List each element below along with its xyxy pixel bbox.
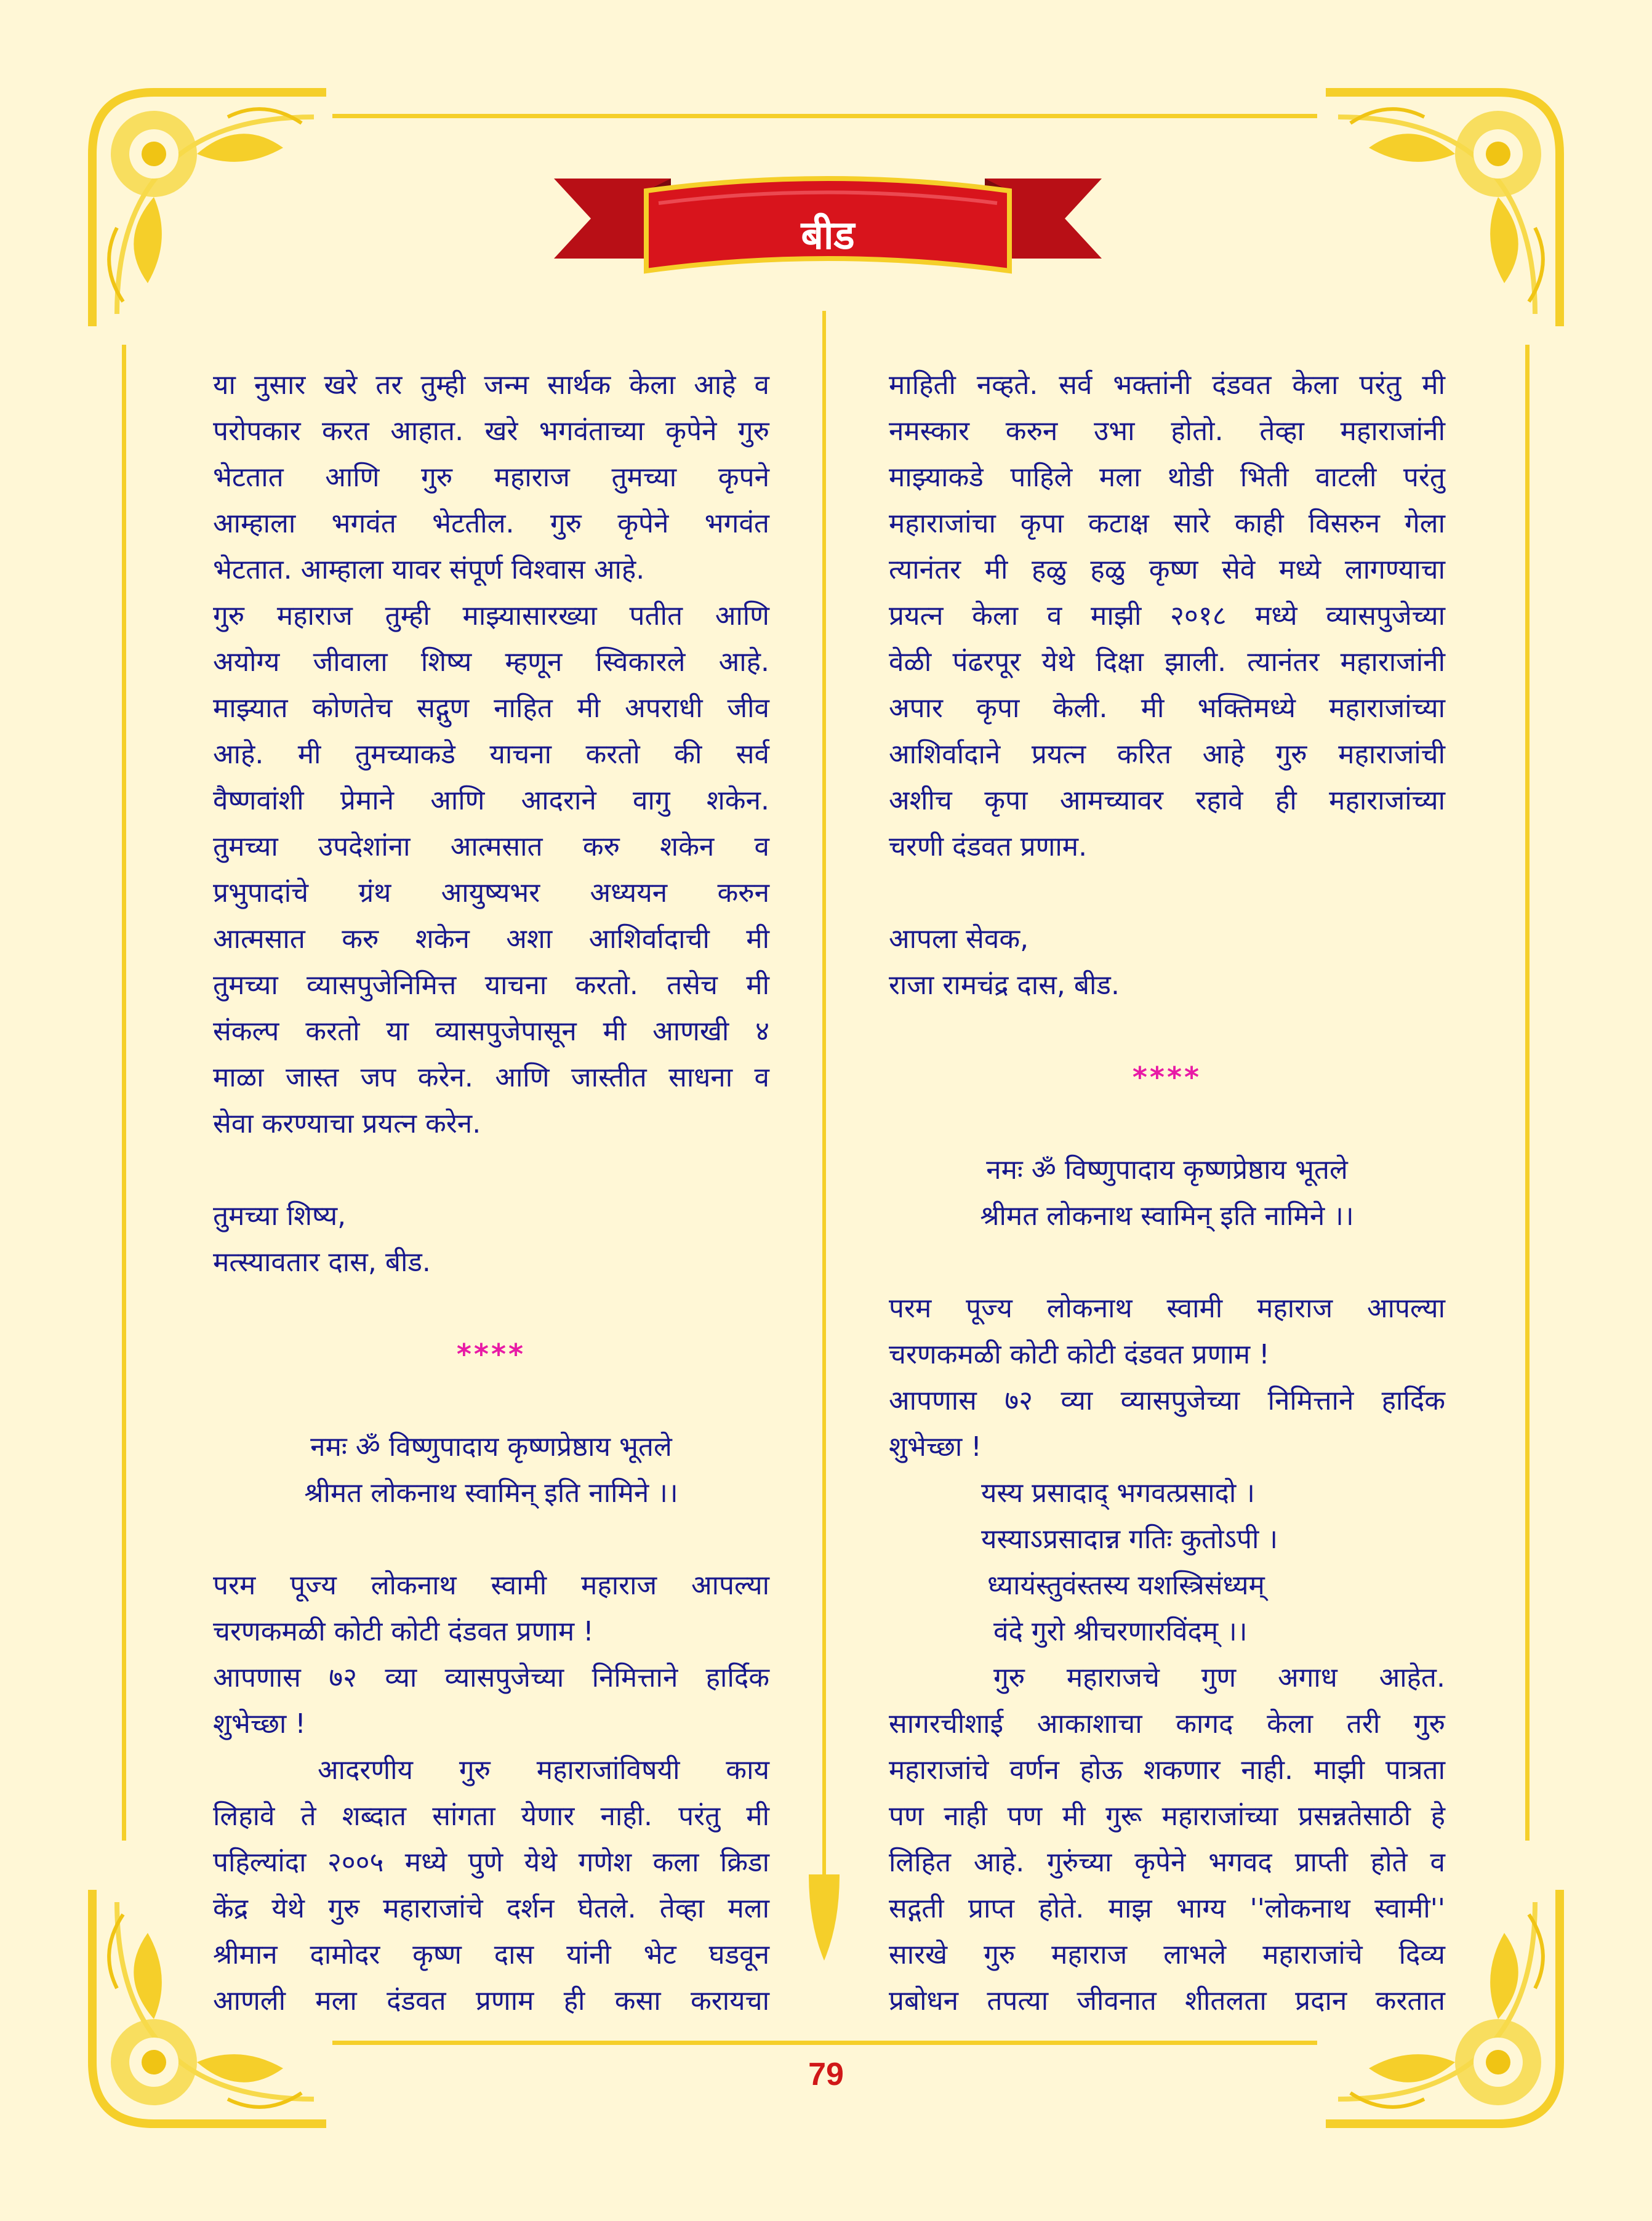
text-line: आत्मसात करु शकेन अशा आशिर्वादाची मी xyxy=(213,923,769,955)
text-line: केंद्र येथे गुरु महाराजांचे दर्शन घेतले. तेव्हा मला xyxy=(213,1893,769,1924)
frame-bottom-line xyxy=(332,2041,1317,2045)
spacer xyxy=(889,1101,1445,1147)
column-divider xyxy=(806,311,842,1973)
text-line: महाराजांचा कृपा कटाक्ष सारे काही विसरुन गेला xyxy=(889,508,1445,539)
verse-line: नमः ॐ विष्णुपादाय कृष्णप्रेष्ठाय भूतले xyxy=(310,1431,672,1463)
text-line: परोपकार करत आहात. खरे भगवंताच्या कृपेने गुरु xyxy=(213,416,769,447)
text-line: आणली मला दंडवत प्रणाम ही कसा करायचा xyxy=(213,1985,769,2017)
text-line: त्यानंतर मी हळु हळु कृष्ण सेवे मध्ये लागण्याचा xyxy=(889,554,1445,585)
text-line: प्रयत्न केला व माझी २०१८ मध्ये व्यासपुजेच्या xyxy=(889,600,1445,632)
sanskrit-verse-line: यस्याऽप्रसादान्न गतिः कुतोऽपी । xyxy=(981,1524,1278,1555)
spacer xyxy=(889,1008,1445,1054)
signature-name: मत्स्यावतार दास, बीड. xyxy=(213,1247,431,1278)
greeting-line: शुभेच्छा ! xyxy=(889,1431,982,1463)
verse-line: श्रीमत लोकनाथ स्वामिन् इति नामिने ।। xyxy=(980,1200,1354,1232)
text-line: लिहित आहे. गुरुंच्या कृपेने भगवद प्राप्ती होते व xyxy=(889,1847,1445,1878)
page-number: 79 xyxy=(808,2057,844,2092)
text-line: गुरु महाराज तुम्ही माझ्यासारख्या पतीत आणि xyxy=(213,600,769,632)
left-column xyxy=(213,362,769,2024)
text-line: प्रभुपादांचे ग्रंथ आयुष्यभर अध्ययन करुन xyxy=(213,877,769,909)
text-line: पहिल्यांदा २००५ मध्ये पुणे येथे गणेश कला क्रिडा xyxy=(213,1847,769,1878)
text-line: पण नाही पण मी गुरू महाराजांच्या प्रसन्नतेसाठी हे xyxy=(889,1801,1445,1832)
text-line: नमस्कार करुन उभा होतो. तेव्हा महाराजांनी xyxy=(889,416,1445,447)
signature-line: तुमच्या शिष्य, xyxy=(213,1200,347,1232)
text-line: अयोग्य जीवाला शिष्य म्हणून स्विकारले आहे. xyxy=(213,646,769,678)
text-line: तुमच्या उपदेशांना आत्मसात करु शकेन व xyxy=(213,831,769,862)
corner-ornament-top-right xyxy=(1313,80,1572,339)
text-line: आम्हाला भगवंत भेटतील. गुरु कृपेने भगवंत xyxy=(213,508,769,539)
text-line: सद्गती प्राप्त होते. माझ भाग्य ''लोकनाथ स्वामी'' xyxy=(889,1893,1445,1924)
page-title: बीड xyxy=(801,213,855,259)
text-line: आशिर्वादाने प्रयत्न करित आहे गुरु महाराजांची xyxy=(889,739,1445,770)
greeting-line: चरणकमळी कोटी कोटी दंडवत प्रणाम ! xyxy=(213,1616,594,1647)
text-line: आहे. मी तुमच्याकडे याचना करतो की सर्व xyxy=(213,739,769,770)
text-line: अपार कृपा केली. मी भक्तिमध्ये महाराजांच्या xyxy=(889,693,1445,724)
text-line: माहिती नव्हते. सर्व भक्तांनी दंडवत केला परंतु मी xyxy=(889,369,1445,401)
text-line: आदरणीय गुरु महाराजांविषयी काय xyxy=(318,1754,769,1786)
text-line: अशीच कृपा आमच्यावर रहावे ही महाराजांच्या xyxy=(889,785,1445,816)
text-line: वैष्णवांशी प्रेमाने आणि आदराने वागु शकेन. xyxy=(213,785,769,816)
spacer xyxy=(213,1516,769,1562)
sanskrit-verse-line: वंदे गुरो श्रीचरणारविंदम् ।। xyxy=(993,1616,1248,1647)
text-line: गुरु महाराजचे गुण अगाध आहेत. xyxy=(993,1662,1445,1693)
text-line: माझ्यात कोणतेच सद्गुण नाहित मी अपराधी जीव xyxy=(213,693,769,724)
signature-name: राजा रामचंद्र दास, बीड. xyxy=(889,970,1120,1001)
text-line: चरणी दंडवत प्रणाम. xyxy=(889,831,1088,862)
text-line: महाराजांचे वर्णन होऊ शकणार नाही. माझी पात्रता xyxy=(889,1754,1445,1786)
text-line: लिहावे ते शब्दात सांगता येणार नाही. परंतु मी xyxy=(213,1801,769,1832)
greeting-line: परम पूज्य लोकनाथ स्वामी महाराज आपल्या xyxy=(213,1570,769,1601)
sanskrit-verse-line: यस्य प्रसादाद् भगवत्प्रसादो । xyxy=(981,1477,1255,1509)
spacer xyxy=(213,1378,769,1424)
text-line: वेळी पंढरपूर येथे दिक्षा झाली. त्यानंतर महाराजांनी xyxy=(889,646,1445,678)
text-line: सेवा करण्याचा प्रयत्न करेन. xyxy=(213,1108,481,1139)
greeting-line: आपणास ७२ व्या व्यासपुजेच्या निमित्ताने हार्दिक xyxy=(213,1662,769,1693)
spacer xyxy=(213,1147,769,1193)
text-line: सागरचीशाई आकाशाचा कागद केला तरी गुरु xyxy=(889,1708,1445,1740)
spacer xyxy=(889,1239,1445,1285)
spacer xyxy=(889,870,1445,916)
text-line: भेटतात आणि गुरु महाराज तुमच्या कृपने xyxy=(213,462,769,493)
section-separator-stars: **** xyxy=(456,1338,526,1371)
verse-line: श्रीमत लोकनाथ स्वामिन् इति नामिने ।। xyxy=(304,1477,678,1509)
title-banner xyxy=(554,154,1102,295)
text-line: या नुसार खरे तर तुम्ही जन्म सार्थक केला आहे व xyxy=(213,369,769,401)
frame-top-line xyxy=(332,114,1317,118)
greeting-line: परम पूज्य लोकनाथ स्वामी महाराज आपल्या xyxy=(889,1293,1445,1324)
text-line: सारखे गुरु महाराज लाभले महाराजांचे दिव्य xyxy=(889,1939,1445,1970)
text-line: माळा जास्त जप करेन. आणि जास्तीत साधना व xyxy=(213,1062,769,1093)
greeting-line: चरणकमळी कोटी कोटी दंडवत प्रणाम ! xyxy=(889,1339,1270,1370)
text-line: संकल्प करतो या व्यासपुजेपासून मी आणखी ४ xyxy=(213,1016,769,1047)
right-column xyxy=(889,362,1445,2024)
greeting-line: शुभेच्छा ! xyxy=(213,1708,306,1740)
signature-line: आपला सेवक, xyxy=(889,923,1029,955)
text-line: श्रीमान दामोदर कृष्ण दास यांनी भेट घडवून xyxy=(213,1939,769,1970)
sanskrit-verse-line: ध्यायंस्तुवंस्तस्य यशस्त्रिसंध्यम् xyxy=(987,1570,1265,1601)
text-line: भेटतात. आम्हाला यावर संपूर्ण विश्वास आहे. xyxy=(213,554,645,585)
section-separator-stars: **** xyxy=(1132,1061,1202,1094)
text-line: प्रबोधन तपत्या जीवनात शीतलता प्रदान करतात xyxy=(889,1985,1445,2017)
corner-ornament-top-left xyxy=(80,80,339,339)
frame-left-line xyxy=(122,345,126,1841)
text-line: माझ्याकडे पाहिले मला थोडी भिती वाटली परंतु xyxy=(889,462,1445,493)
spacer xyxy=(213,1285,769,1331)
greeting-line: आपणास ७२ व्या व्यासपुजेच्या निमित्ताने हार्दिक xyxy=(889,1385,1445,1416)
verse-line: नमः ॐ विष्णुपादाय कृष्णप्रेष्ठाय भूतले xyxy=(986,1154,1348,1186)
text-line: तुमच्या व्यासपुजेनिमित्त याचना करतो. तसेच मी xyxy=(213,970,769,1001)
frame-right-line xyxy=(1525,345,1530,1841)
